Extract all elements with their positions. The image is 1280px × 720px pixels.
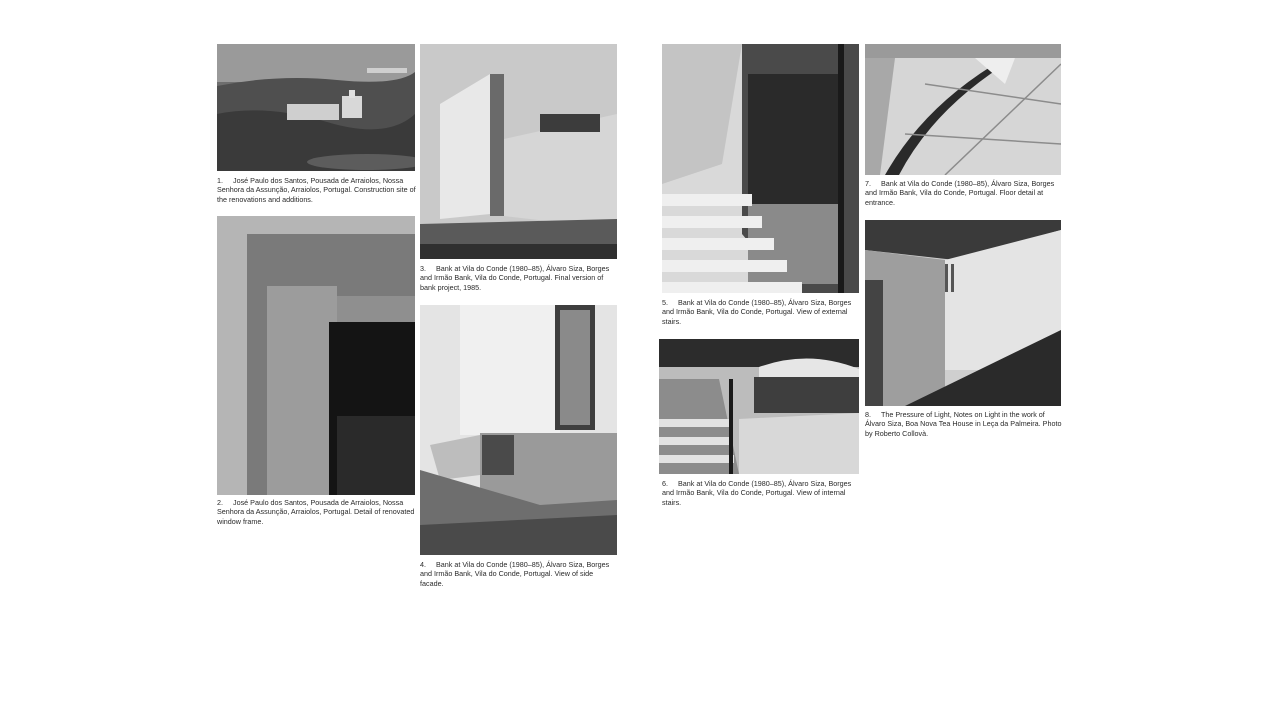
figure-2-photo bbox=[217, 216, 415, 495]
figure-5-photo bbox=[662, 44, 859, 293]
figure-8-caption: 8. The Pressure of Light, Notes on Light in the work of Álvaro Siza, Boa Nova Tea House in Leça da Palmeira. Photo by Roberto Collovà. bbox=[865, 410, 1062, 438]
figure-3-caption: 3. Bank at Vila do Conde (1980–85), Álvaro Siza, Borges and Irmão Bank, Vila do Conde, Portugal. Final version of bank project, 1985. bbox=[420, 264, 610, 292]
figure-4-caption: 4. Bank at Vila do Conde (1980–85), Álvaro Siza, Borges and Irmão Bank, Vila do Conde, Portugal. View of side facade. bbox=[420, 560, 610, 588]
figure-7-caption: 7. Bank at Vila do Conde (1980–85), Álvaro Siza, Borges and Irmão Bank, Vila do Conde, Portugal. Floor detail at entrance. bbox=[865, 179, 1055, 207]
figure-4-photo bbox=[420, 305, 617, 555]
figure-2-caption: 2. José Paulo dos Santos, Pousada de Arraiolos, Nossa Senhora da Assunção, Arraiolos, Portugal. Detail of renovated window frame. bbox=[217, 498, 415, 526]
figure-3-photo bbox=[420, 44, 617, 259]
figure-5-caption: 5. Bank at Vila do Conde (1980–85), Álvaro Siza, Borges and Irmão Bank, Vila do Conde, Portugal. View of external stairs. bbox=[662, 298, 852, 326]
figure-6-caption: 6. Bank at Vila do Conde (1980–85), Álvaro Siza, Borges and Irmão Bank, Vila do Conde, Portugal. View of internal stairs. bbox=[662, 479, 852, 507]
figure-6-photo bbox=[659, 339, 859, 474]
figure-1-photo bbox=[217, 44, 415, 171]
figure-8-photo bbox=[865, 220, 1061, 406]
figure-7-photo bbox=[865, 44, 1061, 175]
figure-1-caption: 1. José Paulo dos Santos, Pousada de Arraiolos, Nossa Senhora da Assunção, Arraiolos, Portugal. Construction site of the renovations and additions. bbox=[217, 176, 416, 204]
